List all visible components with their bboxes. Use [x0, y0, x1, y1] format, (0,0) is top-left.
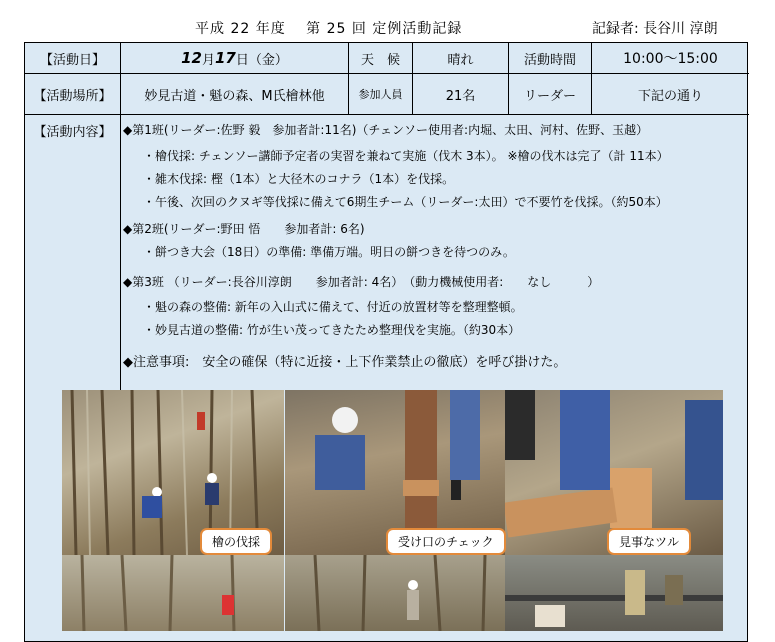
- participants-value: 21名: [413, 74, 509, 115]
- group3-item: ・魁の森の整備: 新年の入山式に備えて、付近の放置材等を整理整頓。: [143, 300, 523, 314]
- date-month: 12: [181, 49, 202, 67]
- group2-item: ・餅つき大会（18日）の準備: 準備万端。明日の餅つきを待つのみ。: [143, 245, 515, 259]
- activity-content-label: 【活動内容】: [25, 115, 121, 395]
- group3-item: ・妙見古道の整備: 竹が生い茂ってきたため整理伐を実施。（約30本）: [143, 323, 521, 337]
- activity-time-value: 10:00～15:00: [592, 43, 749, 74]
- date-day-suffix: 日: [235, 52, 249, 68]
- recorder-name: 記録者: 長谷川 淳朗: [592, 21, 718, 37]
- group1-title: ◆第1班(リーダー:佐野 毅 参加者計:11名)（チェンソー使用者:内堀、太田、河村、佐野、玉越）: [123, 123, 649, 137]
- group2-title: ◆第2班(リーダー:野田 悟 参加者計: 6名): [123, 222, 365, 236]
- weather-label: 天 候: [349, 43, 413, 74]
- group1-item: ・雑木伐採: 樫（1本）と大径木のコナラ（1本）を伐採。: [143, 172, 455, 186]
- safety-notes: ◆注意事項: 安全の確保（特に近接・上下作業禁止の徹底）を呼び掛けた。: [123, 355, 567, 370]
- activity-date-value: [121, 43, 349, 74]
- photo-workshop-image: [505, 555, 723, 631]
- page-title: 平成 22 年度 第 25 回 定例活動記録: [195, 21, 463, 37]
- photo-workshop: [505, 555, 723, 631]
- caption-fine-hinge: 見事なツル: [607, 528, 691, 555]
- group3-title: ◆第3班 （リーダー:長谷川淳朗 参加者計: 4名） （動力機械使用者: なし ）: [123, 275, 600, 289]
- date-day: 17: [214, 49, 236, 67]
- date-weekday: （金）: [248, 52, 288, 68]
- activity-date-label: 【活動日】: [25, 43, 121, 74]
- group1-item: ・午後、次回のクヌギ等伐採に備えて6期生チーム（リーダー:太田）で不要竹を伐採。（約50本）: [143, 195, 668, 209]
- photo-bamboo-forest: [62, 555, 284, 631]
- photo-bamboo-work: [285, 555, 505, 631]
- date-month-suffix: 月: [201, 52, 215, 68]
- leader-label: リーダー: [509, 74, 592, 115]
- caption-cypress-felling: 檜の伐採: [200, 528, 272, 555]
- group1-item: ・檜伐採: チェンソー講師予定者の実習を兼ねて実施（伐木 3本）。 ※檜の伐木は完了（計 11本）: [143, 149, 669, 163]
- weather-value: 晴れ: [413, 43, 509, 74]
- activity-place-label: 【活動場所】: [25, 74, 121, 115]
- photo-bamboo-work-image: [285, 555, 505, 631]
- caption-notch-check: 受け口のチェック: [386, 528, 506, 555]
- leader-value: 下記の通り: [592, 74, 749, 115]
- activity-place-value: 妙見古道・魁の森、M氏檜林他: [121, 74, 349, 115]
- participants-label: 参加人員: [349, 74, 413, 115]
- photo-bamboo-forest-image: [62, 555, 284, 631]
- activity-time-label: 活動時間: [509, 43, 592, 74]
